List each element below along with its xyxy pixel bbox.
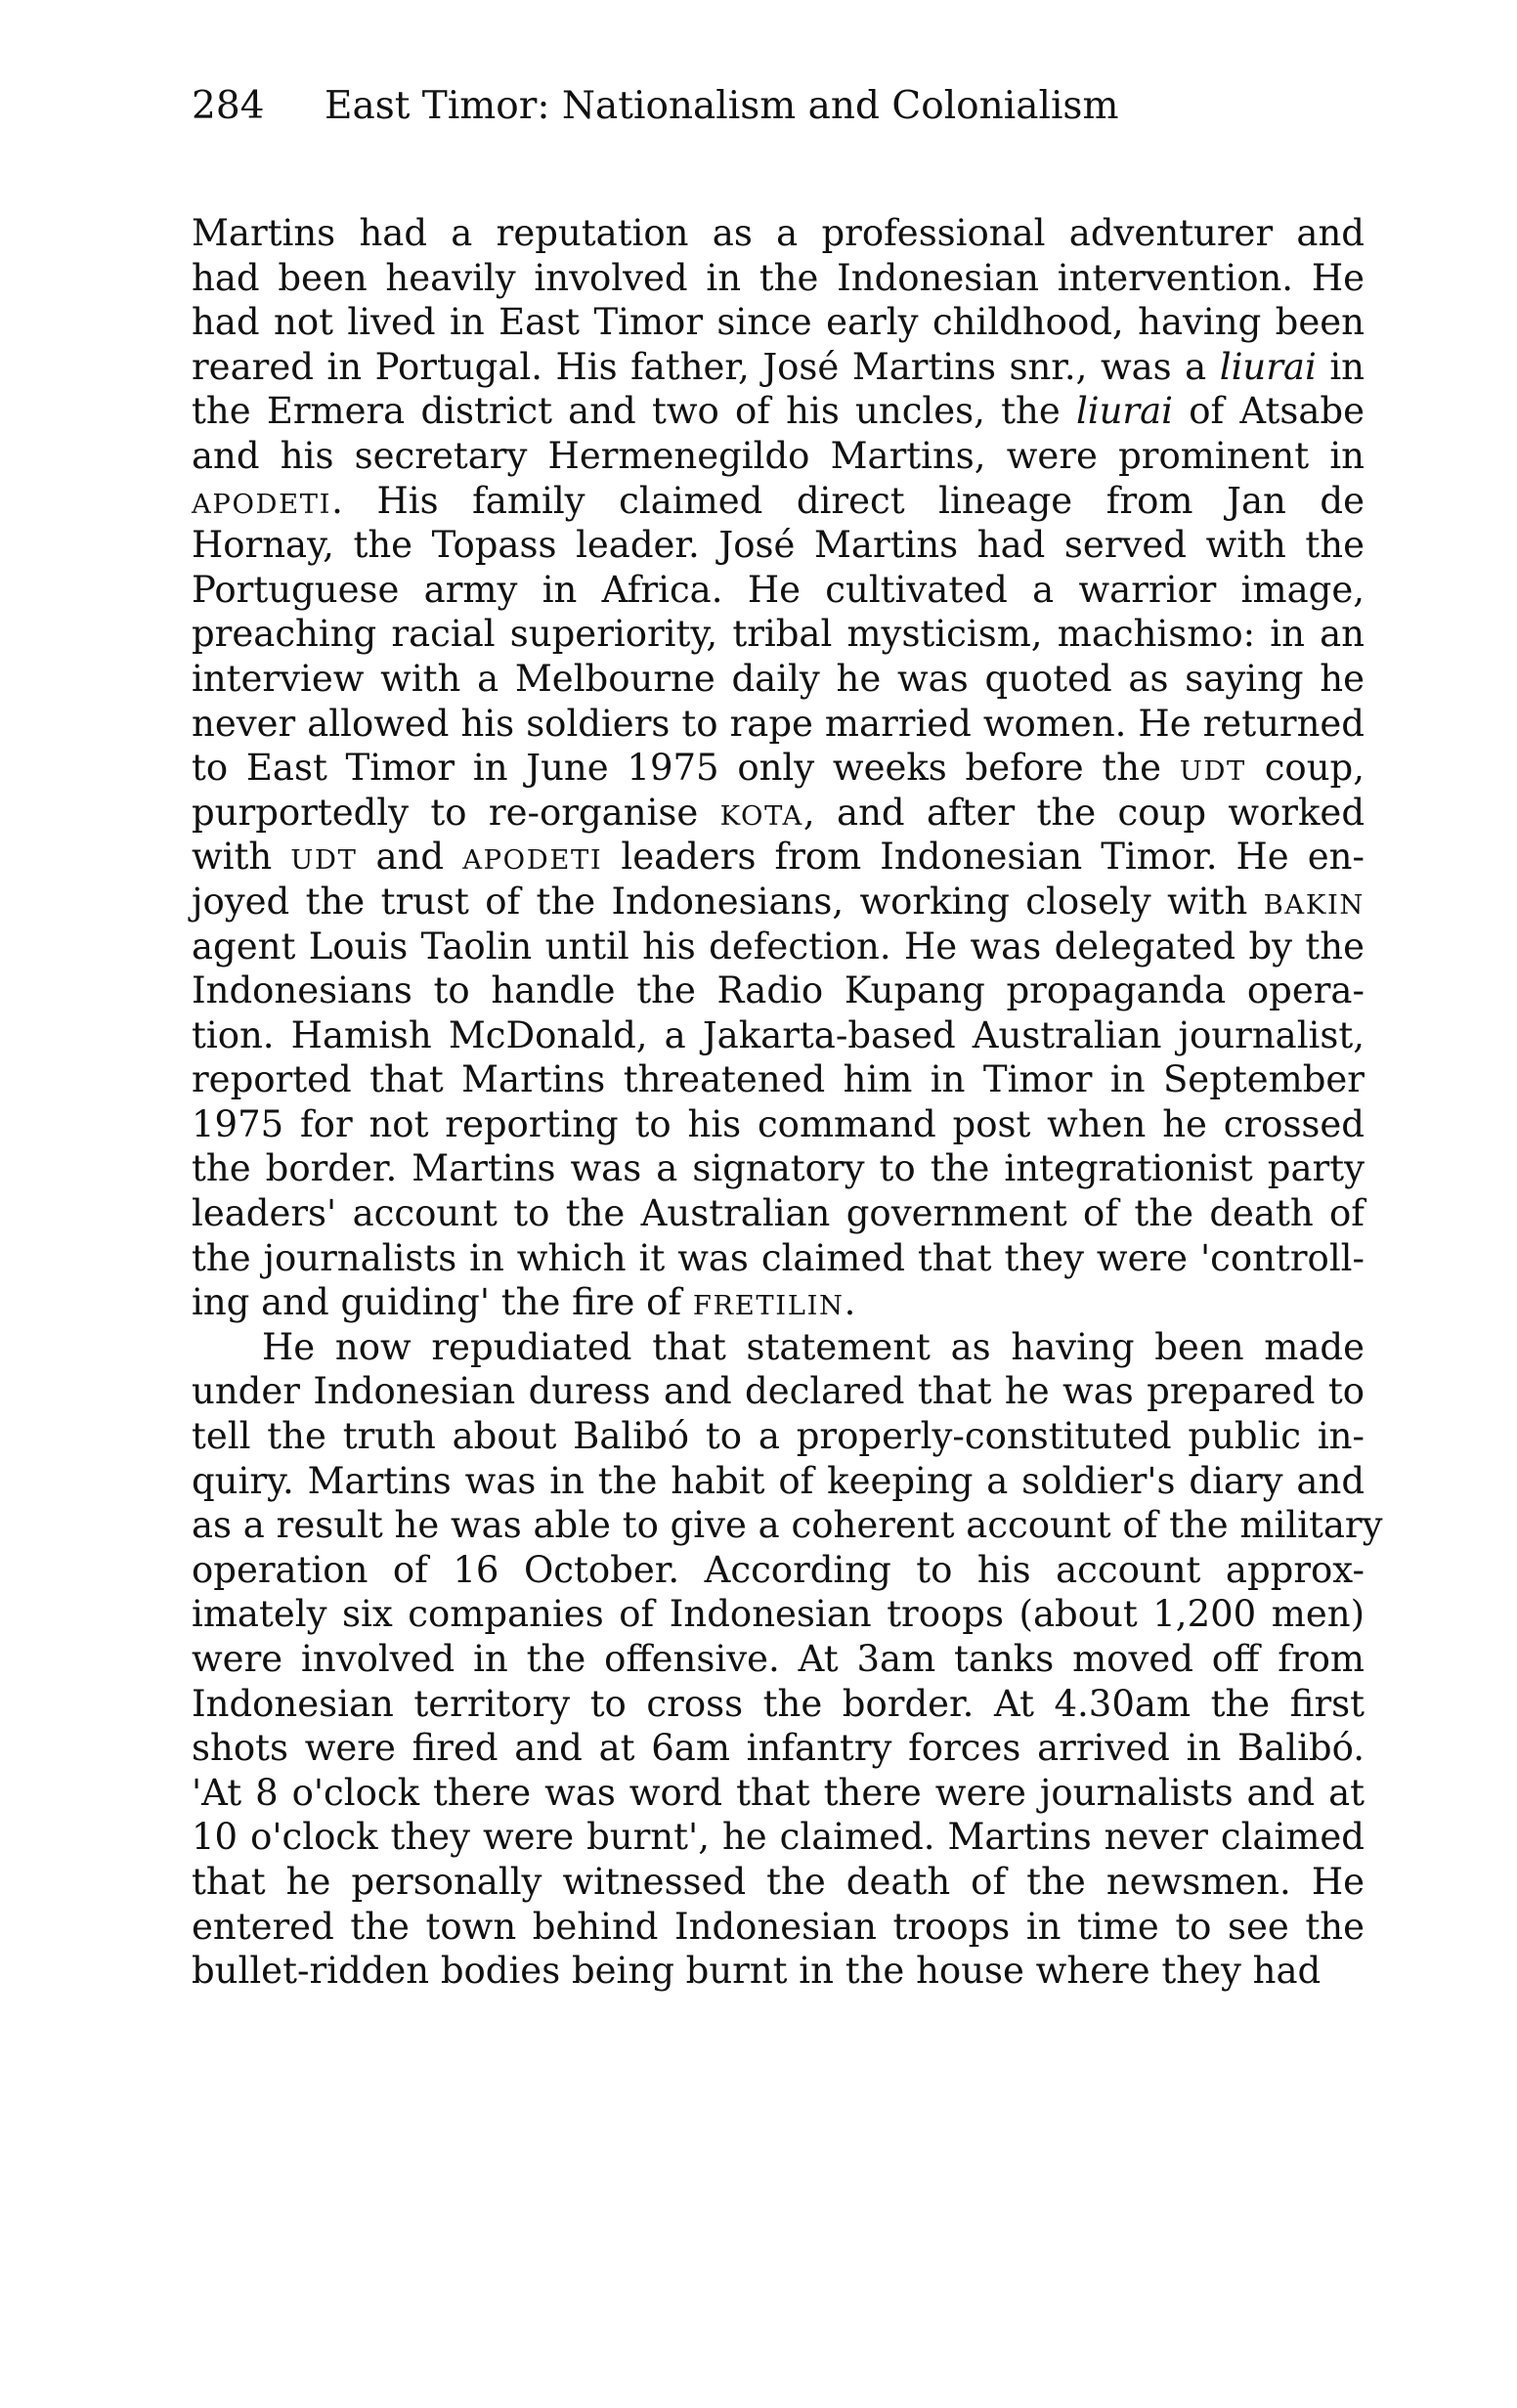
acronym: UDT	[290, 845, 358, 877]
acronym: APODETI	[462, 845, 603, 877]
text-line: tell the truth about Balibó to a properly-constituted public in-	[192, 1415, 1365, 1458]
text-line: Indonesians to handle the Radio Kupang propaganda opera-	[192, 969, 1365, 1012]
text-line: Martins had a reputation as a professional adventurer and	[192, 212, 1365, 254]
text-line: with UDT and APODETI leaders from Indonesian Timor. He en-	[192, 836, 1365, 879]
italic-term: liurai	[1075, 390, 1174, 433]
text-line: were involved in the offensive. At 3am tanks moved off from	[192, 1638, 1365, 1680]
text-line: the Ermera district and two of his uncles, the liurai of Atsabe	[192, 390, 1365, 433]
text-line: had not lived in East Timor since early childhood, having been	[192, 301, 1365, 344]
text-line: APODETI. His family claimed direct lineage from Jan de	[192, 479, 1365, 522]
running-title: East Timor: Nationalism and Colonialism	[325, 84, 1119, 128]
text-line: entered the town behind Indonesian troops in time to see the	[192, 1905, 1365, 1948]
text-line: ing and guiding' the fire of FRETILIN.	[192, 1281, 856, 1324]
text-line: quiry. Martins was in the habit of keeping a soldier's diary and	[192, 1459, 1365, 1502]
text-line: reared in Portugal. His father, José Martins snr., was a liurai in	[192, 345, 1365, 388]
body-text	[192, 211, 1383, 1994]
running-head	[192, 82, 1365, 131]
text-line: 1975 for not reporting to his command post when he crossed	[192, 1102, 1365, 1145]
paragraph	[192, 1325, 1383, 1994]
text-line: the journalists in which it was claimed that they were 'controll-	[192, 1236, 1365, 1279]
text-line: tion. Hamish McDonald, a Jakarta-based Australian journalist,	[192, 1013, 1365, 1056]
text-line: imately six companies of Indonesian troops (about 1,200 men)	[192, 1593, 1365, 1636]
text-line: He now repudiated that statement as having been made	[262, 1325, 1365, 1368]
text-line: had been heavily involved in the Indonesian intervention. He	[192, 256, 1365, 299]
text-line: purportedly to re-organise KOTA, and after the coup worked	[192, 791, 1365, 834]
text-line: preaching racial superiority, tribal mysticism, machismo: in an	[192, 613, 1365, 656]
text-line: 10 o'clock they were burnt', he claimed. Martins never claimed	[192, 1816, 1365, 1859]
text-line: shots were fired and at 6am infantry forces arrived in Balibó.	[192, 1727, 1365, 1770]
text-line: the border. Martins was a signatory to the integrationist party	[192, 1147, 1365, 1190]
text-line: as a result he was able to give a coherent account of the military	[192, 1504, 1383, 1547]
text-line: that he personally witnessed the death of the newsmen. He	[192, 1860, 1365, 1903]
text-line: operation of 16 October. According to his account approx-	[192, 1548, 1365, 1591]
italic-term: liurai	[1219, 345, 1317, 388]
text-line: Portuguese army in Africa. He cultivated a warrior image,	[192, 568, 1365, 611]
acronym: APODETI	[192, 489, 332, 520]
text-line: agent Louis Taolin until his defection. He was delegated by the	[192, 924, 1365, 968]
text-line: bullet-ridden bodies being burnt in the house where they had	[192, 1950, 1322, 1993]
page-number: 284	[192, 84, 265, 128]
text-line: to East Timor in June 1975 only weeks before the UDT coup,	[192, 747, 1365, 790]
text-line: joyed the trust of the Indonesians, working closely with BAKIN	[192, 880, 1365, 923]
text-line: leaders' account to the Australian government of the death of	[192, 1192, 1365, 1235]
paragraph	[192, 211, 1365, 1325]
text-line: and his secretary Hermenegildo Martins, were prominent in	[192, 434, 1365, 477]
text-line: Indonesian territory to cross the border. At 4.30am the first	[192, 1682, 1365, 1725]
text-line: Hornay, the Topass leader. José Martins had served with the	[192, 524, 1365, 567]
text-line: 'At 8 o'clock there was word that there were journalists and at	[192, 1771, 1365, 1814]
acronym: BAKIN	[1263, 889, 1365, 921]
acronym: UDT	[1179, 756, 1246, 788]
text-line: reported that Martins threatened him in Timor in September	[192, 1058, 1365, 1101]
text-line: interview with a Melbourne daily he was quoted as saying he	[192, 657, 1365, 700]
text-line: under Indonesian duress and declared that he was prepared to	[192, 1370, 1365, 1413]
text-line: never allowed his soldiers to rape married women. He returned	[192, 702, 1365, 745]
acronym: FRETILIN	[692, 1291, 845, 1322]
acronym: KOTA	[719, 800, 803, 832]
